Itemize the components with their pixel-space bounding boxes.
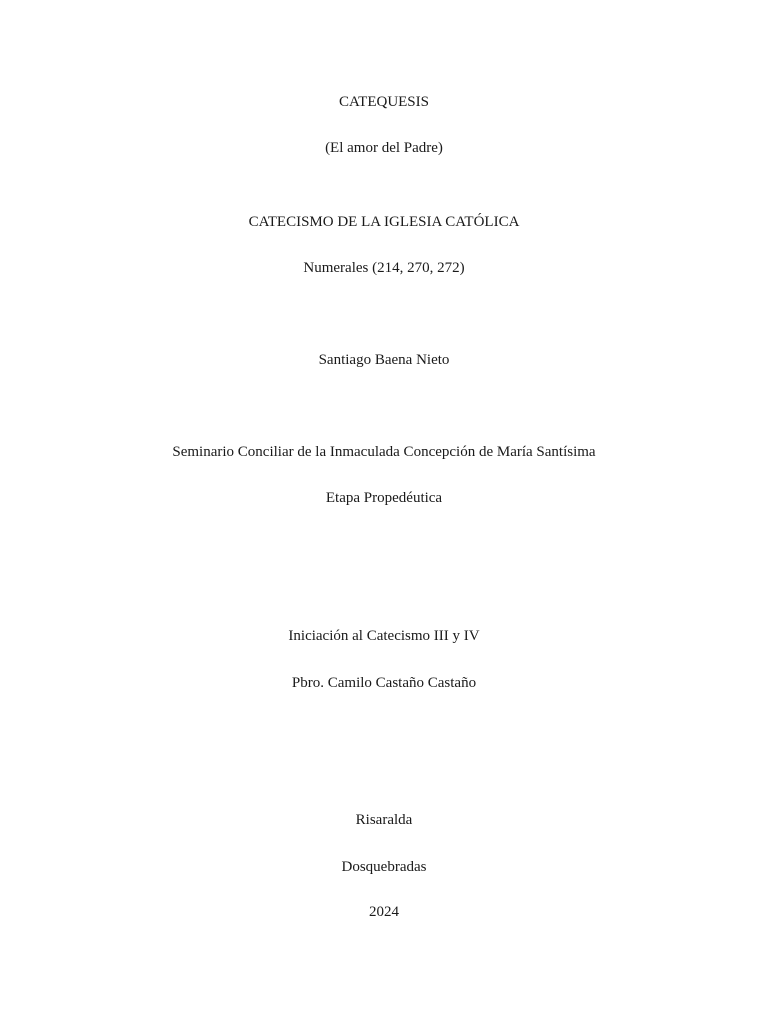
author-name: Santiago Baena Nieto: [318, 352, 450, 368]
institution-name: Seminario Conciliar de la Inmaculada Concepción de María Santísima: [172, 444, 596, 460]
numerales-reference: Numerales (214, 270, 272): [303, 260, 465, 276]
catecismo-heading: CATECISMO DE LA IGLESIA CATÓLICA: [248, 214, 520, 230]
document-year: 2024: [369, 904, 399, 920]
professor-name: Pbro. Camilo Castaño Castaño: [291, 675, 477, 691]
course-name: Iniciación al Catecismo III y IV: [288, 628, 480, 644]
document-title: CATEQUESIS: [338, 94, 429, 110]
region-name: Risaralda: [355, 812, 413, 828]
city-name: Dosquebradas: [341, 859, 427, 875]
stage-name: Etapa Propedéutica: [325, 490, 443, 506]
document-subtitle: (El amor del Padre): [325, 140, 443, 156]
